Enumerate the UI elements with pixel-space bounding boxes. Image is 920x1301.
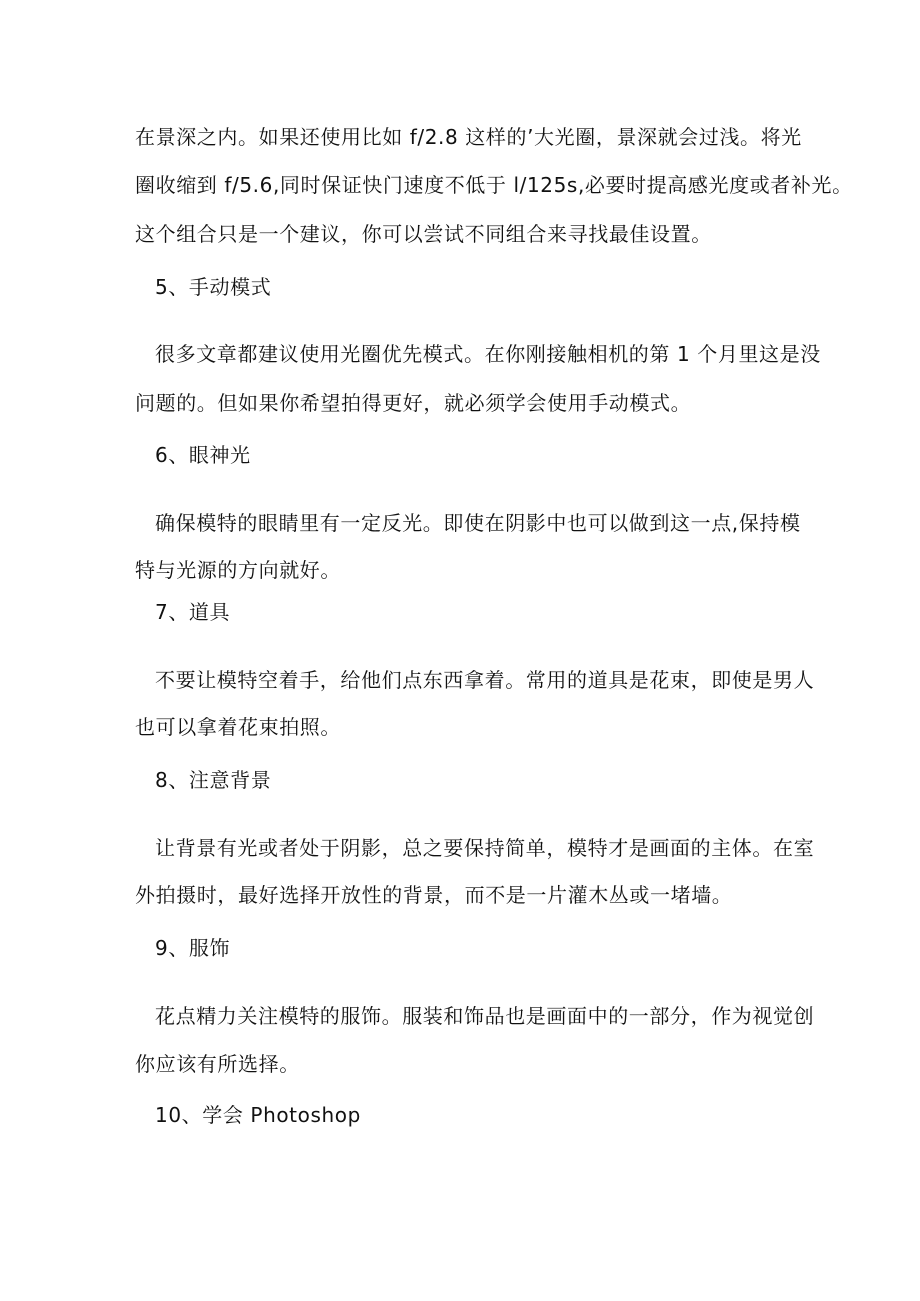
paragraph-line: 花点精力关注模特的服饰。服装和饰品也是画面中的一部分，作为视觉创 <box>155 1004 815 1028</box>
paragraph-line: 特与光源的方向就好。 <box>135 558 341 582</box>
paragraph-line: 外拍摄时，最好选择开放性的背景，而不是一片灌木丛或一堵墙。 <box>135 883 733 907</box>
section-heading-10: 10、学会 Photoshop <box>155 1103 361 1127</box>
paragraph-line: 让背景有光或者处于阴影，总之要保持简单，模特才是画面的主体。在室 <box>155 836 815 860</box>
section-heading-7: 7、道具 <box>155 600 231 624</box>
paragraph-line: 问题的。但如果你希望拍得更好，就必须学会使用手动模式。 <box>135 391 692 415</box>
paragraph-line: 你应该有所选择。 <box>135 1052 300 1076</box>
section-heading-9: 9、服饰 <box>155 936 231 960</box>
paragraph-line: 也可以拿着花束拍照。 <box>135 715 341 739</box>
section-heading-8: 8、注意背景 <box>155 768 272 792</box>
paragraph-line: 很多文章都建议使用光圈优先模式。在你刚接触相机的第 1 个月里这是没 <box>155 342 821 366</box>
paragraph-line: 这个组合只是一个建议，你可以尝试不同组合来寻找最佳设置。 <box>135 222 712 246</box>
section-heading-6: 6、眼神光 <box>155 443 251 467</box>
paragraph-line: 确保模特的眼睛里有一定反光。即使在阴影中也可以做到这一点,保持模 <box>155 511 801 535</box>
paragraph-line: 不要让模特空着手，给他们点东西拿着。常用的道具是花束，即使是男人 <box>155 668 815 692</box>
paragraph-line: 在景深之内。如果还使用比如 f/2.8 这样的’大光圈，景深就会过浅。将光 <box>135 125 802 149</box>
paragraph-line: 圈收缩到 f/5.6,同时保证快门速度不低于 l/125s,必要时提高感光度或者补光。 <box>135 173 853 197</box>
section-heading-5: 5、手动模式 <box>155 275 272 299</box>
